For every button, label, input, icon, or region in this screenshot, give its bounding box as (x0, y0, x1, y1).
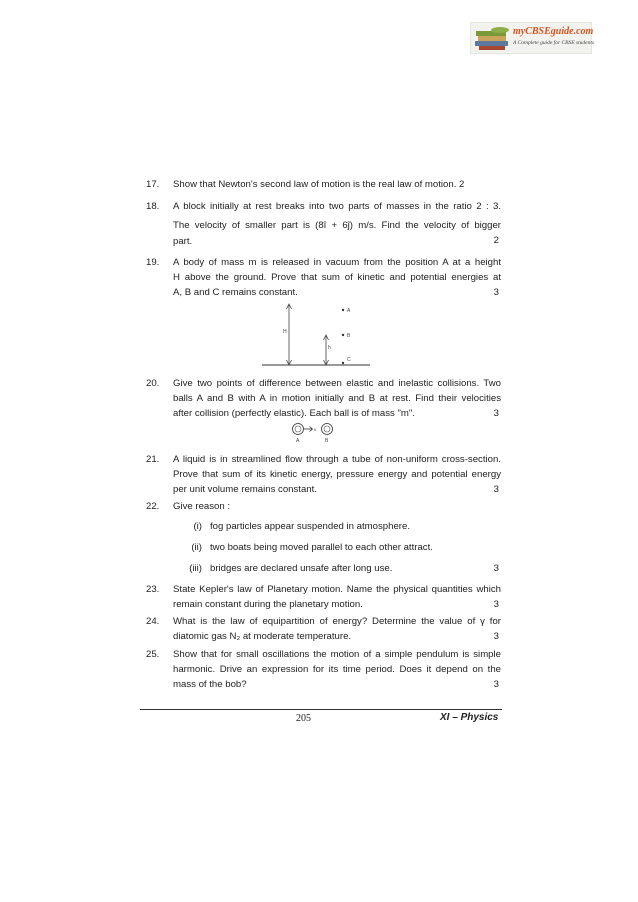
svg-text:A: A (347, 308, 351, 314)
question-text-line: A, B and C remains constant. (173, 287, 298, 298)
question-text-line: Show that Newton's second law of motion is the real law of motion. 2 (173, 179, 465, 190)
label-h: h (328, 345, 331, 351)
question-text-line: A block initially at rest breaks into two parts of masses in the ratio 2 : 3. (173, 201, 501, 212)
question-text-line: part. (173, 236, 193, 247)
question-text-line: Give reason : (173, 501, 231, 512)
question-marks: 3 (493, 287, 499, 298)
question-number: 18. (146, 201, 160, 212)
question-text-line: remain constant during the planetary motion. (173, 599, 363, 610)
reason-text: fog particles appear suspended in atmosphere. (210, 521, 410, 532)
question-number: 22. (146, 501, 160, 512)
question-text-line: State Kepler's law of Planetary motion. Name the physical quantities which (173, 584, 501, 595)
brand-tagline: A Complete guide for CBSE students (513, 40, 595, 46)
svg-text:B: B (325, 438, 329, 444)
point-B (342, 334, 344, 336)
question-marks: 3 (493, 484, 499, 495)
reason-text: two boats being moved parallel to each other attract. (210, 542, 433, 553)
question-text-line: Give two points of difference between elastic and inelastic collisions. Two (173, 378, 501, 389)
question-marks: 3 (493, 631, 499, 642)
question-text-line: diatomic gas N₂ at moderate temperature. (173, 631, 352, 642)
question-text-line: The velocity of smaller part is (8î + 6ĵ) m/s. Find the velocity of bigger (173, 220, 501, 231)
question-text-line: A body of mass m is released in vacuum from the position A at a height (173, 257, 501, 268)
question-marks: 3 (493, 563, 499, 574)
question-text-line: Show that for small oscillations the motion of a simple pendulum is simple (173, 649, 501, 660)
point-A (342, 309, 344, 311)
label-H: H (283, 329, 287, 335)
question-marks: 3 (493, 408, 499, 419)
brand-name: myCBSEguide.com (513, 26, 594, 37)
question-text-line: mass of the bob? (173, 679, 247, 690)
ball-A (293, 424, 304, 435)
question-number: 23. (146, 584, 160, 595)
reason-number: (ii) (191, 542, 202, 553)
question-number: 24. (146, 616, 160, 627)
question-text-line: after collision (perfectly elastic). Each ball is of mass "m". (173, 408, 415, 419)
question-number: 17. (146, 179, 160, 190)
question-text-line: A liquid is in streamlined flow through a tube of non-uniform cross-section. (173, 454, 501, 465)
question-text-line: What is the law of equipartition of energy? Determine the value of γ for (173, 616, 501, 627)
svg-text:B: B (347, 333, 351, 339)
question-text-line: balls A and B with A in motion initially and B at rest. Find their velocities (173, 393, 501, 404)
question-number: 21. (146, 454, 160, 465)
question-number: 20. (146, 378, 160, 389)
question-text-line: per unit volume remains constant. (173, 484, 317, 495)
page-number: 205 (296, 713, 311, 724)
question-marks: 2 (493, 235, 499, 246)
question-number: 19. (146, 257, 160, 268)
question-marks: 3 (493, 599, 499, 610)
question-text-line: harmonic. Drive an expression for its time period. Does it depend on the (173, 664, 501, 675)
collision-balls-diagram (290, 421, 350, 447)
question-text-line: Prove that sum of its kinetic energy, pressure energy and potential energy (173, 469, 501, 480)
question-number: 25. (146, 649, 160, 660)
point-C (342, 362, 344, 364)
question-text-line: H above the ground. Prove that sum of kinetic and potential energies at (173, 272, 501, 283)
svg-text:A: A (296, 438, 300, 444)
svg-text:C: C (347, 357, 351, 363)
reason-number: (iii) (189, 563, 202, 574)
reason-number: (i) (193, 521, 202, 532)
footer-divider (140, 709, 502, 710)
reason-text: bridges are declared unsafe after long use. (210, 563, 393, 574)
footer-title: XI – Physics (440, 712, 499, 723)
falling-body-diagram (262, 300, 372, 372)
svg-text:v: v (314, 427, 317, 432)
question-marks: 3 (493, 679, 499, 690)
ball-B (322, 424, 333, 435)
